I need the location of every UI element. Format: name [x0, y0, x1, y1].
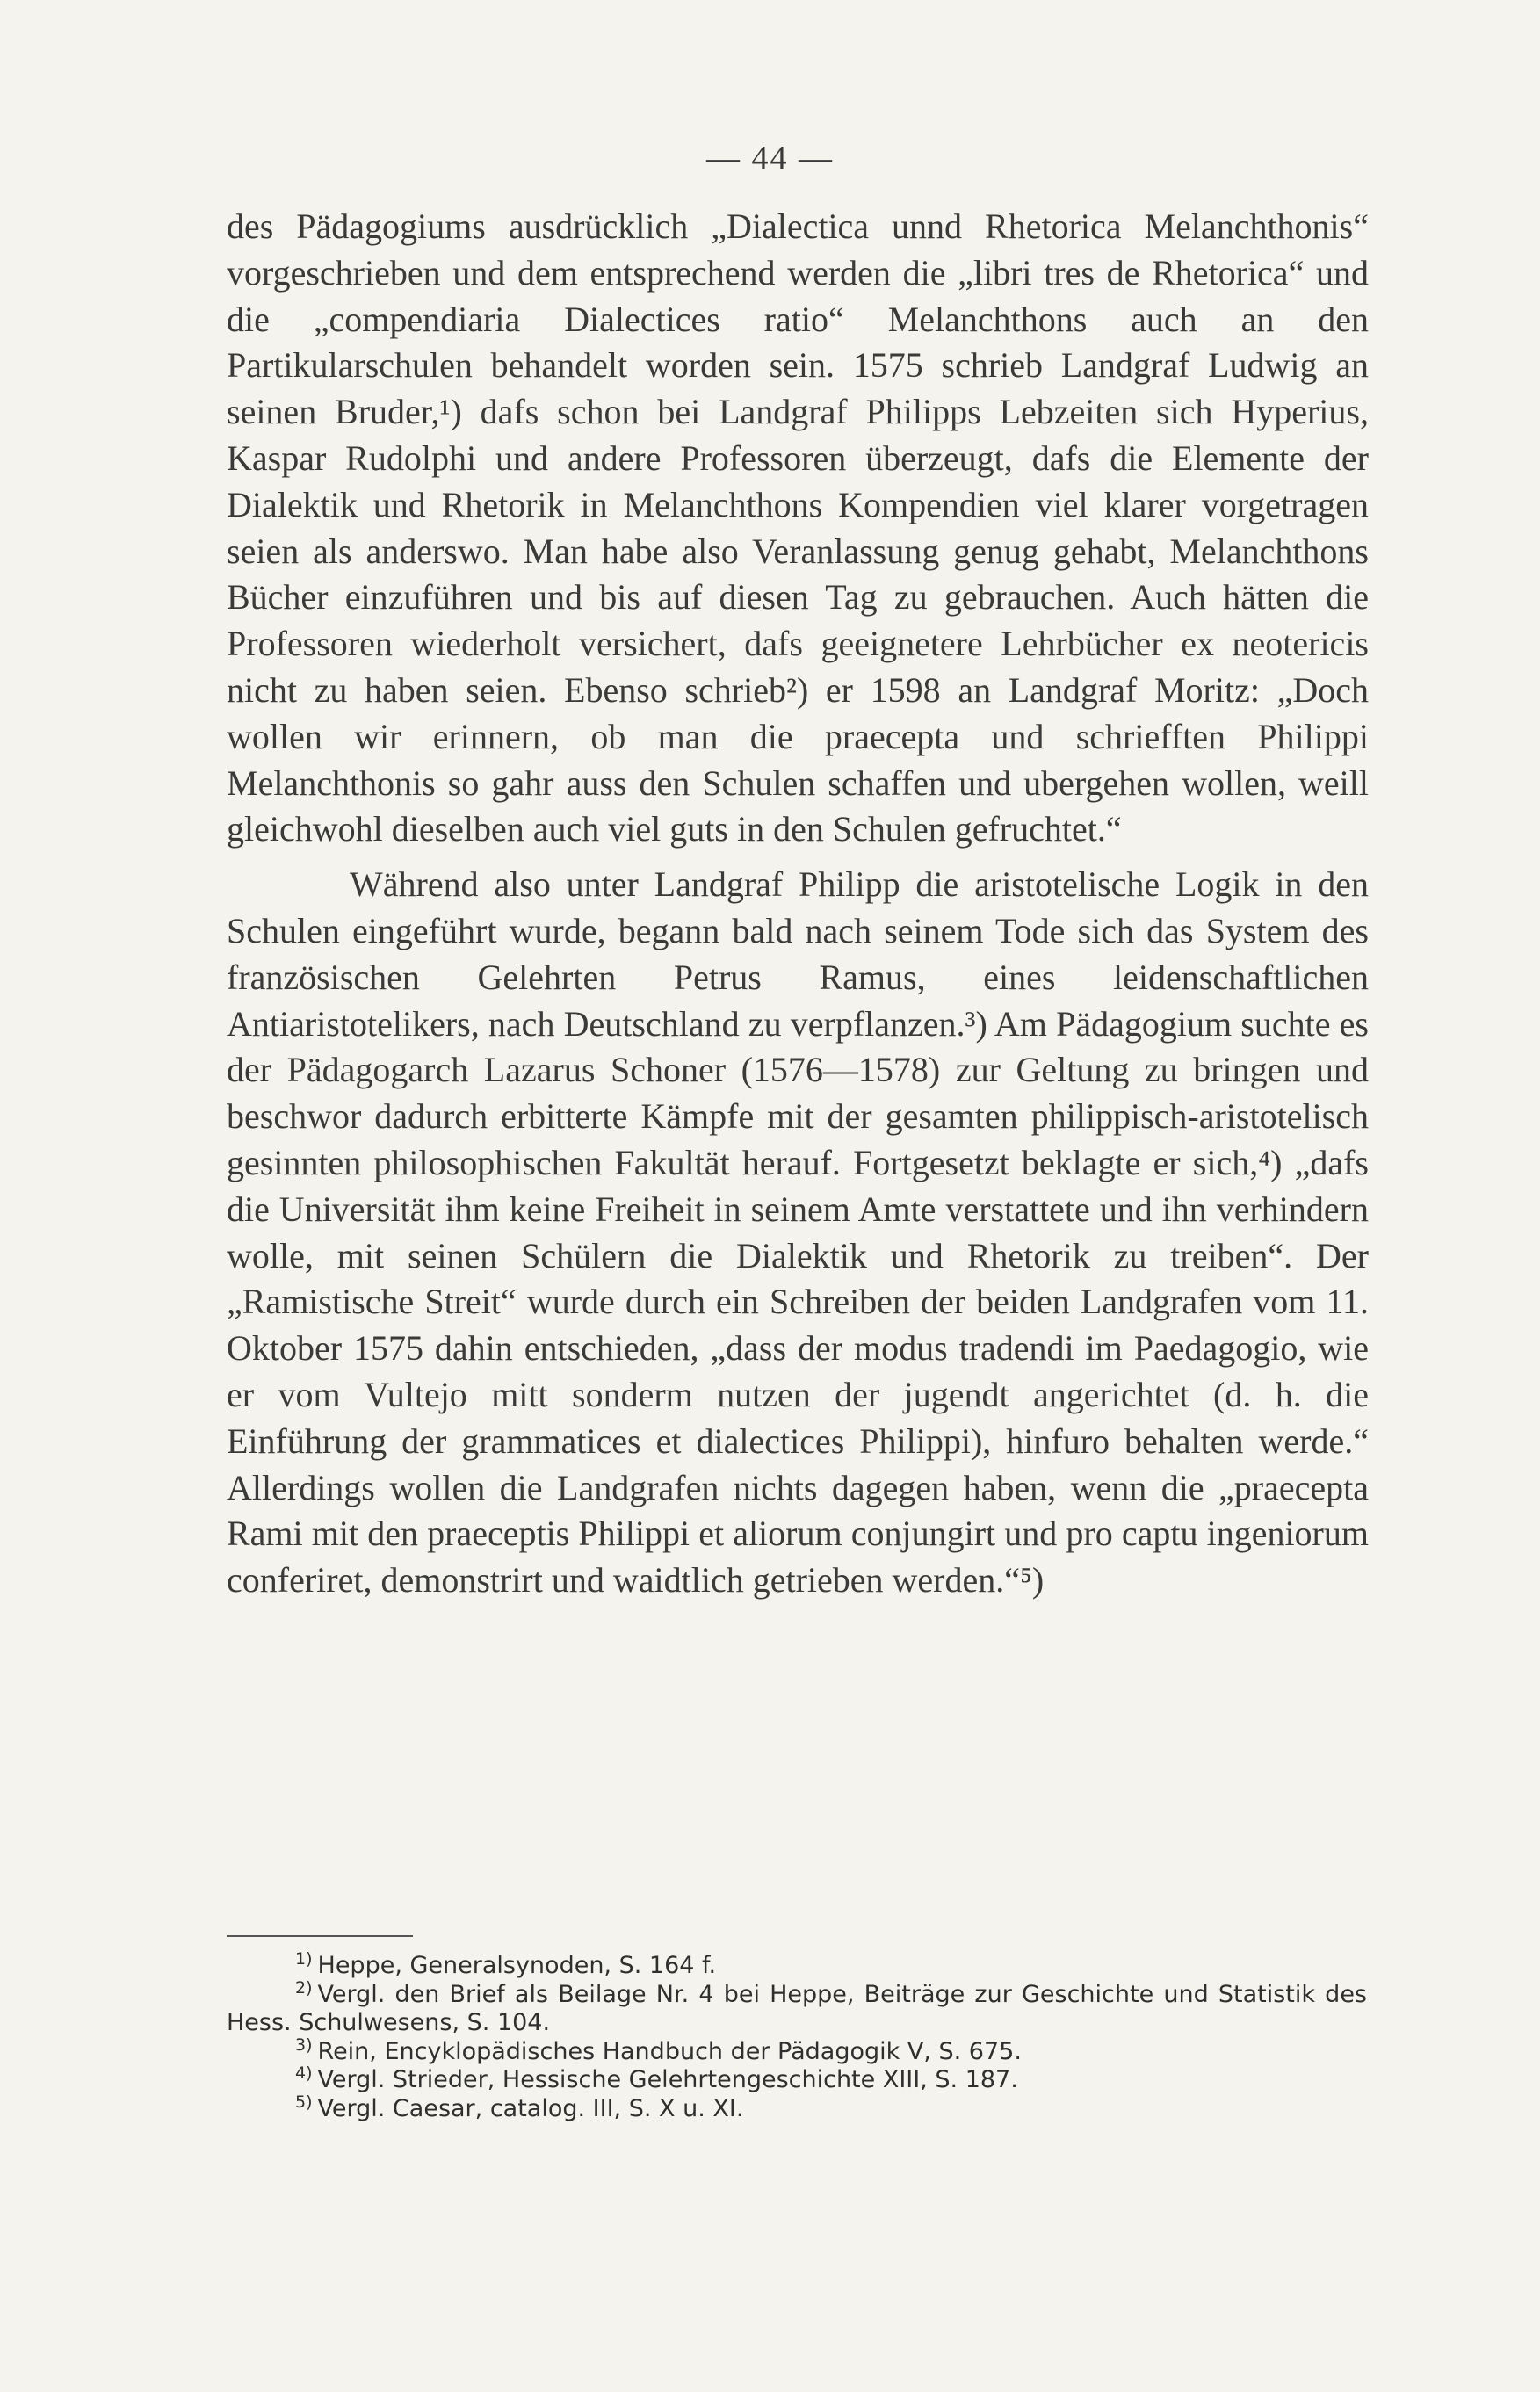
footnote-marker: 4) — [295, 2063, 313, 2083]
paragraph-2: Während also unter Landgraf Philipp die aristotelische Logik in den Schulen eingeführt wurde, begann bald nach seinem Tode sich das System des französischen Gelehrten Petrus Ramus, eines leidenschaftlichen Antiaristotelikers, nach Deutschland zu verpflanzen.³) Am Pädagogium suchte es der Pädagogarch Lazarus Schoner (1576—1578) zur Geltung zu bringen und beschwor dadurch erbitterte Kämpfe mit der gesamten philippisch-aristotelisch gesinnten philosophischen Fakultät herauf. Fortgesetzt beklagte er sich,⁴) „dafs die Universität ihm keine Freiheit in seinem Amte verstattete und ihn verhindern wolle, mit seinen Schülern die Dialektik und Rhetorik zu treiben“. Der „Ramistische Streit“ wurde durch ein Schreiben der beiden Landgrafen vom 11. Oktober 1575 dahin entschieden, „dass der modus tradendi im Paedagogio, wie er vom Vultejo mitt sonderm nutzen der jugendt angerichtet (d. h. die Einführung der grammatices et dialectices Philippi), hinfuro behalten werde.“ Allerdings wollen die Landgrafen nichts dagegen haben, wenn die „praecepta Rami mit den praeceptis Philippi et aliorum conjungirt und pro captu ingeniorum conferiret, demonstrirt und waidtlich getrieben werden.“⁵) — [227, 864, 1369, 1601]
footnote-3 — [227, 2034, 1367, 2067]
page-number: — 44 — — [706, 140, 834, 177]
footnote-divider — [227, 1935, 413, 1937]
footnote-text: Rein, Encyklopädisches Handbuch der Pädagogik V, S. 675. — [317, 2037, 1022, 2065]
footnote-marker: 3) — [295, 2034, 313, 2055]
paragraph-1: des Pädagogiums ausdrücklich „Dialectica unnd Rhetorica Melanchthonis“ vorgeschrieben und dem entsprechend werden die „libri tres de Rhetorica“ und die „compendiaria Dialectices ratio“ Melanchthons auch an den Partikularschulen behandelt worden sein. 1575 schrieb Landgraf Ludwig an seinen Bruder,¹) dafs schon bei Landgraf Philipps Lebzeiten sich Hyperius, Kaspar Rudolphi und andere Professoren überzeugt, dafs die Elemente der Dialektik und Rhetorik in Melanchthons Kompendien viel klarer vorgetragen seien als anderswo. Man habe also Veranlassung genug gehabt, Melanchthons Bücher einzuführen und bis auf diesen Tag zu gebrauchen. Auch hätten die Professoren wiederholt versichert, dafs geeignetere Lehrbücher ex neotericis nicht zu haben seien. Ebenso schrieb²) er 1598 an Landgraf Moritz: „Doch wollen wir erinnern, ob man die praecepta und schriefften Philippi Melanchthonis so gahr auss den Schulen schaffen und ubergehen wollen, weill gleichwohl dieselben auch viel guts in den Schulen gefruchtet.“ — [227, 206, 1369, 849]
main-text — [227, 204, 1369, 1604]
footnote-5 — [227, 2092, 1367, 2124]
footnote-text: Vergl. Strieder, Hessische Gelehrtengeschichte XIII, S. 187. — [317, 2066, 1018, 2093]
footnote-text: Vergl. den Brief als Beilage Nr. 4 bei Heppe, Beiträge zur Geschichte und Statistik des Hess. Schulwesens, S. 104. — [227, 1980, 1367, 2036]
footnote-marker: 5) — [295, 2092, 313, 2112]
footnote-4 — [227, 2063, 1367, 2095]
footnote-2 — [227, 1977, 1367, 2038]
footnote-1 — [227, 1949, 1367, 1981]
footnote-marker: 1) — [295, 1949, 313, 1969]
footnote-text: Heppe, Generalsynoden, S. 164 f. — [317, 1952, 717, 1979]
footnote-marker: 2) — [295, 1977, 313, 1998]
footnote-text: Vergl. Caesar, catalog. III, S. X u. XI. — [317, 2094, 744, 2122]
footnotes — [227, 1949, 1367, 2123]
